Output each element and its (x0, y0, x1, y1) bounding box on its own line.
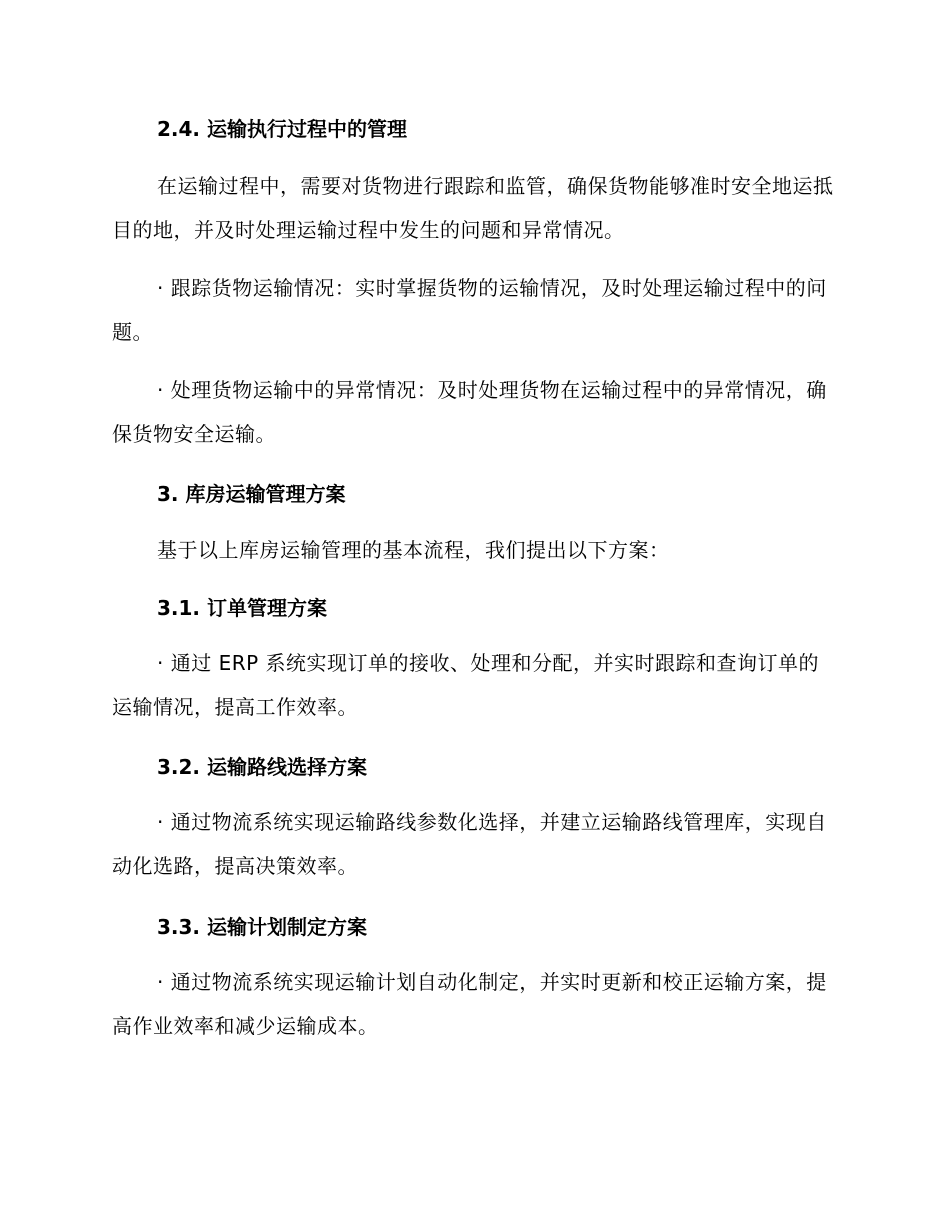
bullet-route-selection: · 通过物流系统实现运输路线参数化选择，并建立运输路线管理库，实现自动化选路，提高决策效率。 (112, 810, 827, 878)
paragraph-transport-monitoring: 在运输过程中，需要对货物进行跟踪和监管，确保货物能够准时安全地运抵目的地，并及时处理运输过程中发生的问题和异常情况。 (112, 174, 834, 242)
section-heading-3-3: 3.3. 运输计划制定方案 (157, 915, 367, 939)
section-heading-3: 3. 库房运输管理方案 (157, 482, 346, 506)
bullet-track-goods: · 跟踪货物运输情况：实时掌握货物的运输情况，及时处理运输过程中的问题。 (112, 276, 827, 344)
section-heading-2-4: 2.4. 运输执行过程中的管理 (157, 117, 407, 141)
bullet-handle-exceptions: · 处理货物运输中的异常情况：及时处理货物在运输过程中的异常情况，确保货物安全运输。 (112, 378, 827, 446)
bullet-order-management: · 通过 ERP 系统实现订单的接收、处理和分配，并实时跟踪和查询订单的运输情况，提高工作效率。 (112, 651, 820, 719)
bullet-transport-plan: · 通过物流系统实现运输计划自动化制定，并实时更新和校正运输方案，提高作业效率和减少运输成本。 (112, 970, 827, 1038)
paragraph-plan-intro: 基于以上库房运输管理的基本流程，我们提出以下方案： (157, 538, 670, 562)
section-heading-3-1: 3.1. 订单管理方案 (157, 596, 327, 620)
section-heading-3-2: 3.2. 运输路线选择方案 (157, 755, 367, 779)
